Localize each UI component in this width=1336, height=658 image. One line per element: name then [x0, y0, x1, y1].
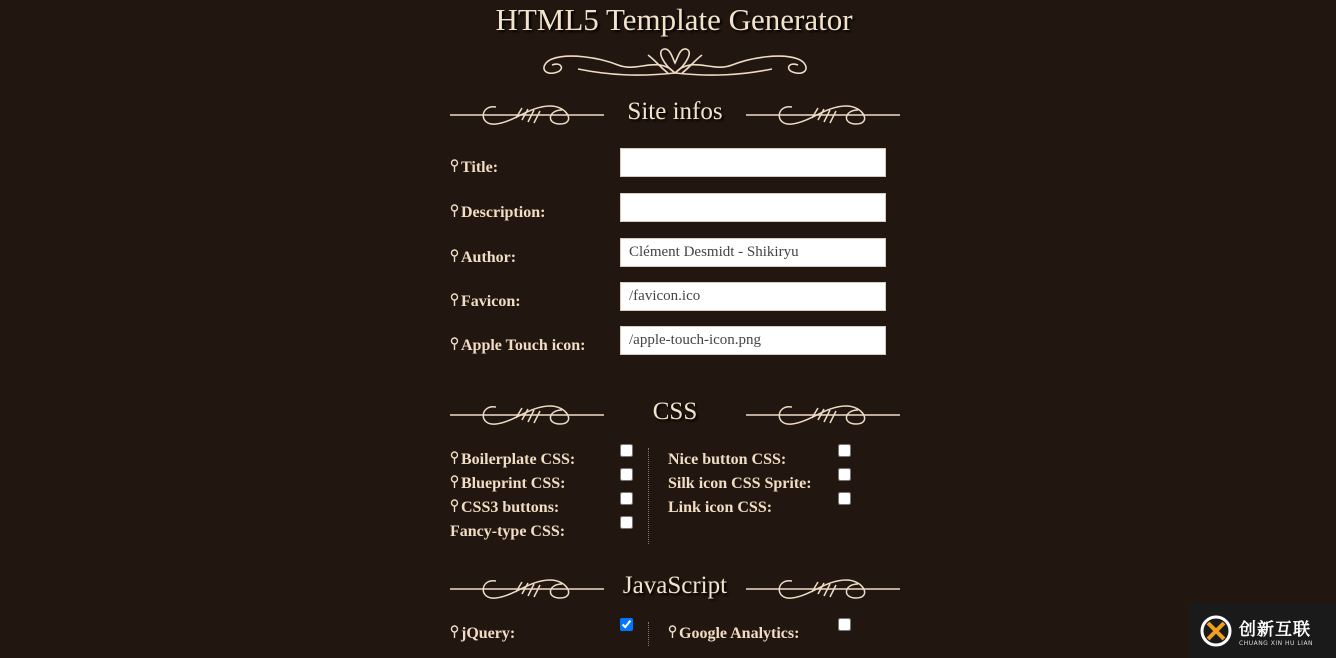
section-header-site-infos — [450, 98, 900, 132]
author-row — [450, 249, 890, 279]
apple-touch-icon-input[interactable] — [620, 326, 886, 355]
css3-buttons-label: CSS3 buttons: — [461, 499, 560, 516]
link-icon-css-checkbox[interactable] — [838, 492, 851, 505]
watermark-logo — [1189, 603, 1336, 658]
fancy-type-css-checkbox[interactable] — [620, 516, 633, 529]
column-divider — [648, 448, 649, 544]
pin-icon — [450, 451, 459, 465]
watermark-subtext: CHUANG XIN HU LIAN — [1239, 639, 1314, 647]
right-flourish-ornament — [746, 572, 900, 606]
favicon-input[interactable] — [620, 282, 886, 311]
pin-icon — [450, 337, 459, 351]
link-icon-css-row — [668, 499, 858, 523]
fancy-type-css-label: Fancy-type CSS: — [450, 523, 566, 540]
blueprint-css-row — [450, 475, 640, 499]
jquery-label: jQuery: — [461, 625, 516, 642]
right-flourish-ornament — [746, 398, 900, 432]
description-input[interactable] — [620, 193, 886, 222]
pin-icon — [450, 159, 459, 173]
jquery-row — [450, 625, 640, 649]
nice-button-css-checkbox[interactable] — [838, 444, 851, 457]
apple-touch-icon-row — [450, 337, 890, 367]
css3-buttons-checkbox[interactable] — [620, 492, 633, 505]
title-row — [450, 159, 890, 189]
boilerplate-css-label: Boilerplate CSS: — [461, 451, 576, 468]
silk-icon-css-sprite-checkbox[interactable] — [838, 468, 851, 481]
watermark-text: 创新互联 — [1239, 619, 1311, 640]
description-row — [450, 204, 890, 234]
apple-touch-icon-label: Apple Touch icon: — [450, 337, 585, 355]
pin-icon — [450, 499, 459, 513]
section-title-css: CSS — [652, 398, 698, 425]
link-icon-css-label: Link icon CSS: — [668, 499, 773, 516]
favicon-label: Favicon: — [450, 293, 521, 311]
section-header-css — [450, 398, 900, 432]
nice-button-css-label: Nice button CSS: — [668, 451, 787, 468]
pin-icon — [450, 249, 459, 263]
silk-icon-css-sprite-row — [668, 475, 858, 499]
pin-icon — [450, 293, 459, 307]
boilerplate-css-checkbox[interactable] — [620, 444, 633, 457]
page-title: HTML5 Template Generator — [495, 2, 853, 37]
google-analytics-checkbox[interactable] — [838, 618, 851, 631]
description-label: Description: — [450, 204, 545, 222]
section-title-javascript: JavaScript — [622, 572, 728, 599]
silk-icon-css-sprite-label: Silk icon CSS Sprite: — [668, 475, 812, 492]
blueprint-css-checkbox[interactable] — [620, 468, 633, 481]
watermark-x-icon — [1199, 614, 1233, 648]
blueprint-css-label: Blueprint CSS: — [461, 475, 566, 492]
section-header-javascript — [450, 572, 900, 606]
right-flourish-ornament — [746, 98, 900, 132]
title-label: Title: — [450, 159, 498, 177]
google-analytics-label: Google Analytics: — [679, 625, 800, 642]
pin-icon — [450, 204, 459, 218]
google-analytics-row — [668, 625, 858, 649]
css3-buttons-row — [450, 499, 640, 523]
author-input[interactable] — [620, 238, 886, 267]
column-divider — [648, 622, 649, 646]
pin-icon — [668, 625, 677, 639]
pin-icon — [450, 625, 459, 639]
title-input[interactable] — [620, 148, 886, 177]
nice-button-css-row — [668, 451, 858, 475]
author-label: Author: — [450, 249, 516, 267]
boilerplate-css-row — [450, 451, 640, 475]
title-flourish-ornament — [538, 43, 812, 79]
section-title-site-infos: Site infos — [627, 98, 723, 125]
jquery-checkbox[interactable] — [620, 618, 633, 631]
pin-icon — [450, 475, 459, 489]
favicon-row — [450, 293, 890, 323]
fancy-type-css-row — [450, 523, 640, 547]
